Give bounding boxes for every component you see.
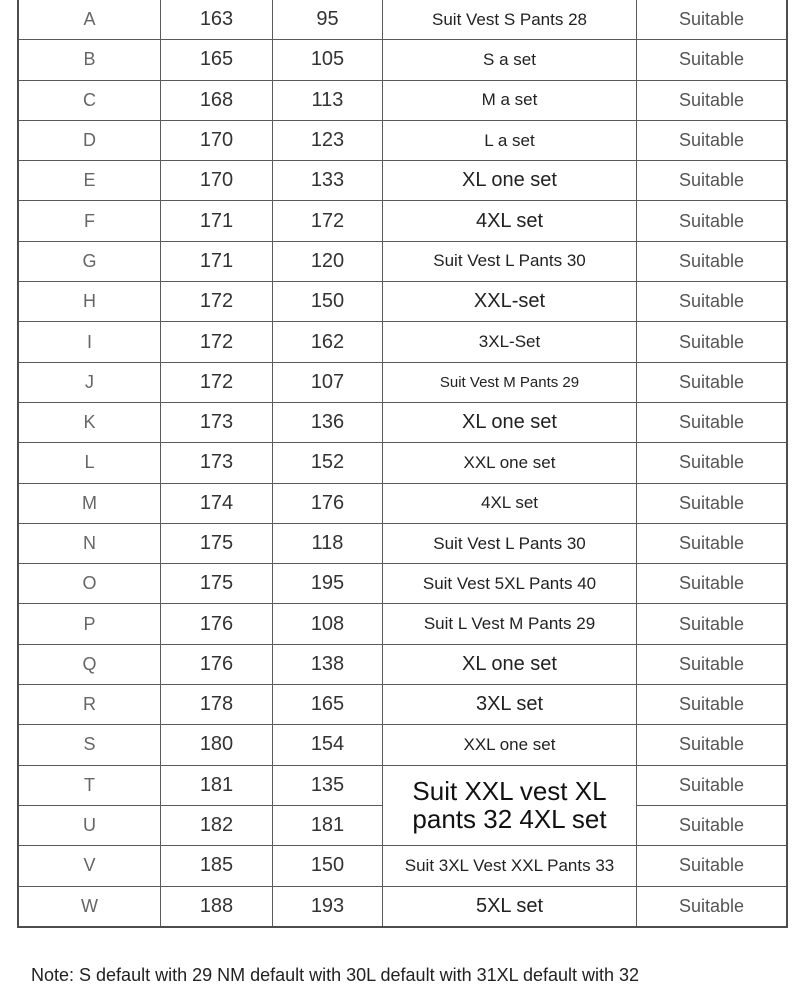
style-cell: Suit Vest M Pants 29 bbox=[383, 362, 637, 402]
fit-cell: Suitable bbox=[637, 443, 788, 483]
fit-cell: Suitable bbox=[637, 886, 788, 927]
style-cell: XXL-set bbox=[383, 282, 637, 322]
height-cell: 176 bbox=[161, 644, 273, 684]
weight-cell: 133 bbox=[273, 161, 383, 201]
fit-cell: Suitable bbox=[637, 805, 788, 845]
height-cell: 165 bbox=[161, 40, 273, 80]
height-cell: 172 bbox=[161, 282, 273, 322]
height-cell: 178 bbox=[161, 685, 273, 725]
fit-cell: Suitable bbox=[637, 241, 788, 281]
fit-cell: Suitable bbox=[637, 483, 788, 523]
height-cell: 171 bbox=[161, 241, 273, 281]
fit-cell: Suitable bbox=[637, 725, 788, 765]
weight-cell: 107 bbox=[273, 362, 383, 402]
merged-style-line-2: pants 32 4XL set bbox=[412, 804, 607, 835]
fit-cell: Suitable bbox=[637, 765, 788, 805]
weight-cell: 162 bbox=[273, 322, 383, 362]
row-label: V bbox=[18, 846, 161, 886]
height-cell: 172 bbox=[161, 322, 273, 362]
row-label: E bbox=[18, 161, 161, 201]
weight-cell: 176 bbox=[273, 483, 383, 523]
style-cell: 4XL set bbox=[383, 201, 637, 241]
fit-cell: Suitable bbox=[637, 604, 788, 644]
row-label: U bbox=[18, 805, 161, 845]
height-cell: 176 bbox=[161, 604, 273, 644]
style-cell: 3XL set bbox=[383, 685, 637, 725]
row-label: O bbox=[18, 564, 161, 604]
fit-cell: Suitable bbox=[637, 402, 788, 442]
weight-cell: 95 bbox=[273, 0, 383, 40]
table-row bbox=[18, 886, 787, 927]
row-label: G bbox=[18, 241, 161, 281]
table-row bbox=[18, 483, 787, 523]
row-label: D bbox=[18, 120, 161, 160]
row-label: K bbox=[18, 402, 161, 442]
table-row bbox=[18, 564, 787, 604]
row-label: J bbox=[18, 362, 161, 402]
table-row bbox=[18, 80, 787, 120]
fit-cell: Suitable bbox=[637, 161, 788, 201]
fit-cell: Suitable bbox=[637, 120, 788, 160]
size-chart-table bbox=[17, 0, 788, 928]
weight-cell: 152 bbox=[273, 443, 383, 483]
fit-cell: Suitable bbox=[637, 40, 788, 80]
height-cell: 175 bbox=[161, 564, 273, 604]
table-row bbox=[18, 40, 787, 80]
style-cell: 4XL set bbox=[383, 483, 637, 523]
weight-cell: 138 bbox=[273, 644, 383, 684]
style-cell: XL one set bbox=[383, 402, 637, 442]
table-row bbox=[18, 282, 787, 322]
table-row bbox=[18, 725, 787, 765]
style-cell: XXL one set bbox=[383, 443, 637, 483]
weight-cell: 195 bbox=[273, 564, 383, 604]
style-cell: XL one set bbox=[383, 161, 637, 201]
style-cell: Suit Vest S Pants 28 bbox=[383, 0, 637, 40]
style-cell: Suit Vest L Pants 30 bbox=[383, 241, 637, 281]
weight-cell: 118 bbox=[273, 523, 383, 563]
weight-cell: 113 bbox=[273, 80, 383, 120]
row-label: W bbox=[18, 886, 161, 927]
height-cell: 172 bbox=[161, 362, 273, 402]
fit-cell: Suitable bbox=[637, 362, 788, 402]
table-row bbox=[18, 362, 787, 402]
row-label: A bbox=[18, 0, 161, 40]
height-cell: 175 bbox=[161, 523, 273, 563]
height-cell: 180 bbox=[161, 725, 273, 765]
footnote: Note: S default with 29 NM default with 30L default with 31XL default with 32 bbox=[31, 965, 640, 985]
style-cell: XXL one set bbox=[383, 725, 637, 765]
row-label: T bbox=[18, 765, 161, 805]
style-cell: Suit Vest L Pants 30 bbox=[383, 523, 637, 563]
style-cell: Suit L Vest M Pants 29 bbox=[383, 604, 637, 644]
height-cell: 174 bbox=[161, 483, 273, 523]
style-cell: L a set bbox=[383, 120, 637, 160]
table-row bbox=[18, 0, 787, 40]
row-label: H bbox=[18, 282, 161, 322]
table-row bbox=[18, 322, 787, 362]
weight-cell: 108 bbox=[273, 604, 383, 644]
fit-cell: Suitable bbox=[637, 523, 788, 563]
merged-style-cell bbox=[383, 765, 637, 846]
table-row bbox=[18, 120, 787, 160]
weight-cell: 193 bbox=[273, 886, 383, 927]
row-label: C bbox=[18, 80, 161, 120]
height-cell: 168 bbox=[161, 80, 273, 120]
height-cell: 163 bbox=[161, 0, 273, 40]
weight-cell: 123 bbox=[273, 120, 383, 160]
style-cell: XL one set bbox=[383, 644, 637, 684]
weight-cell: 136 bbox=[273, 402, 383, 442]
style-cell: Suit 3XL Vest XXL Pants 33 bbox=[383, 846, 637, 886]
table-row bbox=[18, 443, 787, 483]
weight-cell: 150 bbox=[273, 846, 383, 886]
table-row bbox=[18, 241, 787, 281]
table-row bbox=[18, 644, 787, 684]
style-cell: 5XL set bbox=[383, 886, 637, 927]
table-row bbox=[18, 846, 787, 886]
weight-cell: 105 bbox=[273, 40, 383, 80]
row-label: I bbox=[18, 322, 161, 362]
height-cell: 170 bbox=[161, 120, 273, 160]
height-cell: 181 bbox=[161, 765, 273, 805]
fit-cell: Suitable bbox=[637, 564, 788, 604]
fit-cell: Suitable bbox=[637, 201, 788, 241]
style-cell: M a set bbox=[383, 80, 637, 120]
weight-cell: 154 bbox=[273, 725, 383, 765]
table-row bbox=[18, 685, 787, 725]
table-row bbox=[18, 161, 787, 201]
fit-cell: Suitable bbox=[637, 0, 788, 40]
table-row bbox=[18, 604, 787, 644]
weight-cell: 172 bbox=[273, 201, 383, 241]
fit-cell: Suitable bbox=[637, 282, 788, 322]
row-label: L bbox=[18, 443, 161, 483]
merged-style-line-1: Suit XXL vest XL bbox=[412, 775, 607, 806]
weight-cell: 120 bbox=[273, 241, 383, 281]
weight-cell: 150 bbox=[273, 282, 383, 322]
row-label: M bbox=[18, 483, 161, 523]
height-cell: 182 bbox=[161, 805, 273, 845]
table-row bbox=[18, 523, 787, 563]
fit-cell: Suitable bbox=[637, 80, 788, 120]
row-label: P bbox=[18, 604, 161, 644]
height-cell: 173 bbox=[161, 402, 273, 442]
weight-cell: 165 bbox=[273, 685, 383, 725]
row-label: B bbox=[18, 40, 161, 80]
height-cell: 173 bbox=[161, 443, 273, 483]
style-cell: 3XL-Set bbox=[383, 322, 637, 362]
row-label: F bbox=[18, 201, 161, 241]
height-cell: 170 bbox=[161, 161, 273, 201]
fit-cell: Suitable bbox=[637, 322, 788, 362]
row-label: S bbox=[18, 725, 161, 765]
height-cell: 171 bbox=[161, 201, 273, 241]
style-cell: Suit Vest 5XL Pants 40 bbox=[383, 564, 637, 604]
weight-cell: 135 bbox=[273, 765, 383, 805]
fit-cell: Suitable bbox=[637, 846, 788, 886]
row-label: N bbox=[18, 523, 161, 563]
fit-cell: Suitable bbox=[637, 644, 788, 684]
weight-cell: 181 bbox=[273, 805, 383, 845]
table-row bbox=[18, 201, 787, 241]
row-label: Q bbox=[18, 644, 161, 684]
fit-cell: Suitable bbox=[637, 685, 788, 725]
size-chart-body bbox=[18, 0, 787, 927]
table-row bbox=[18, 402, 787, 442]
height-cell: 188 bbox=[161, 886, 273, 927]
row-label: R bbox=[18, 685, 161, 725]
style-cell: S a set bbox=[383, 40, 637, 80]
table-row bbox=[18, 765, 787, 805]
height-cell: 185 bbox=[161, 846, 273, 886]
